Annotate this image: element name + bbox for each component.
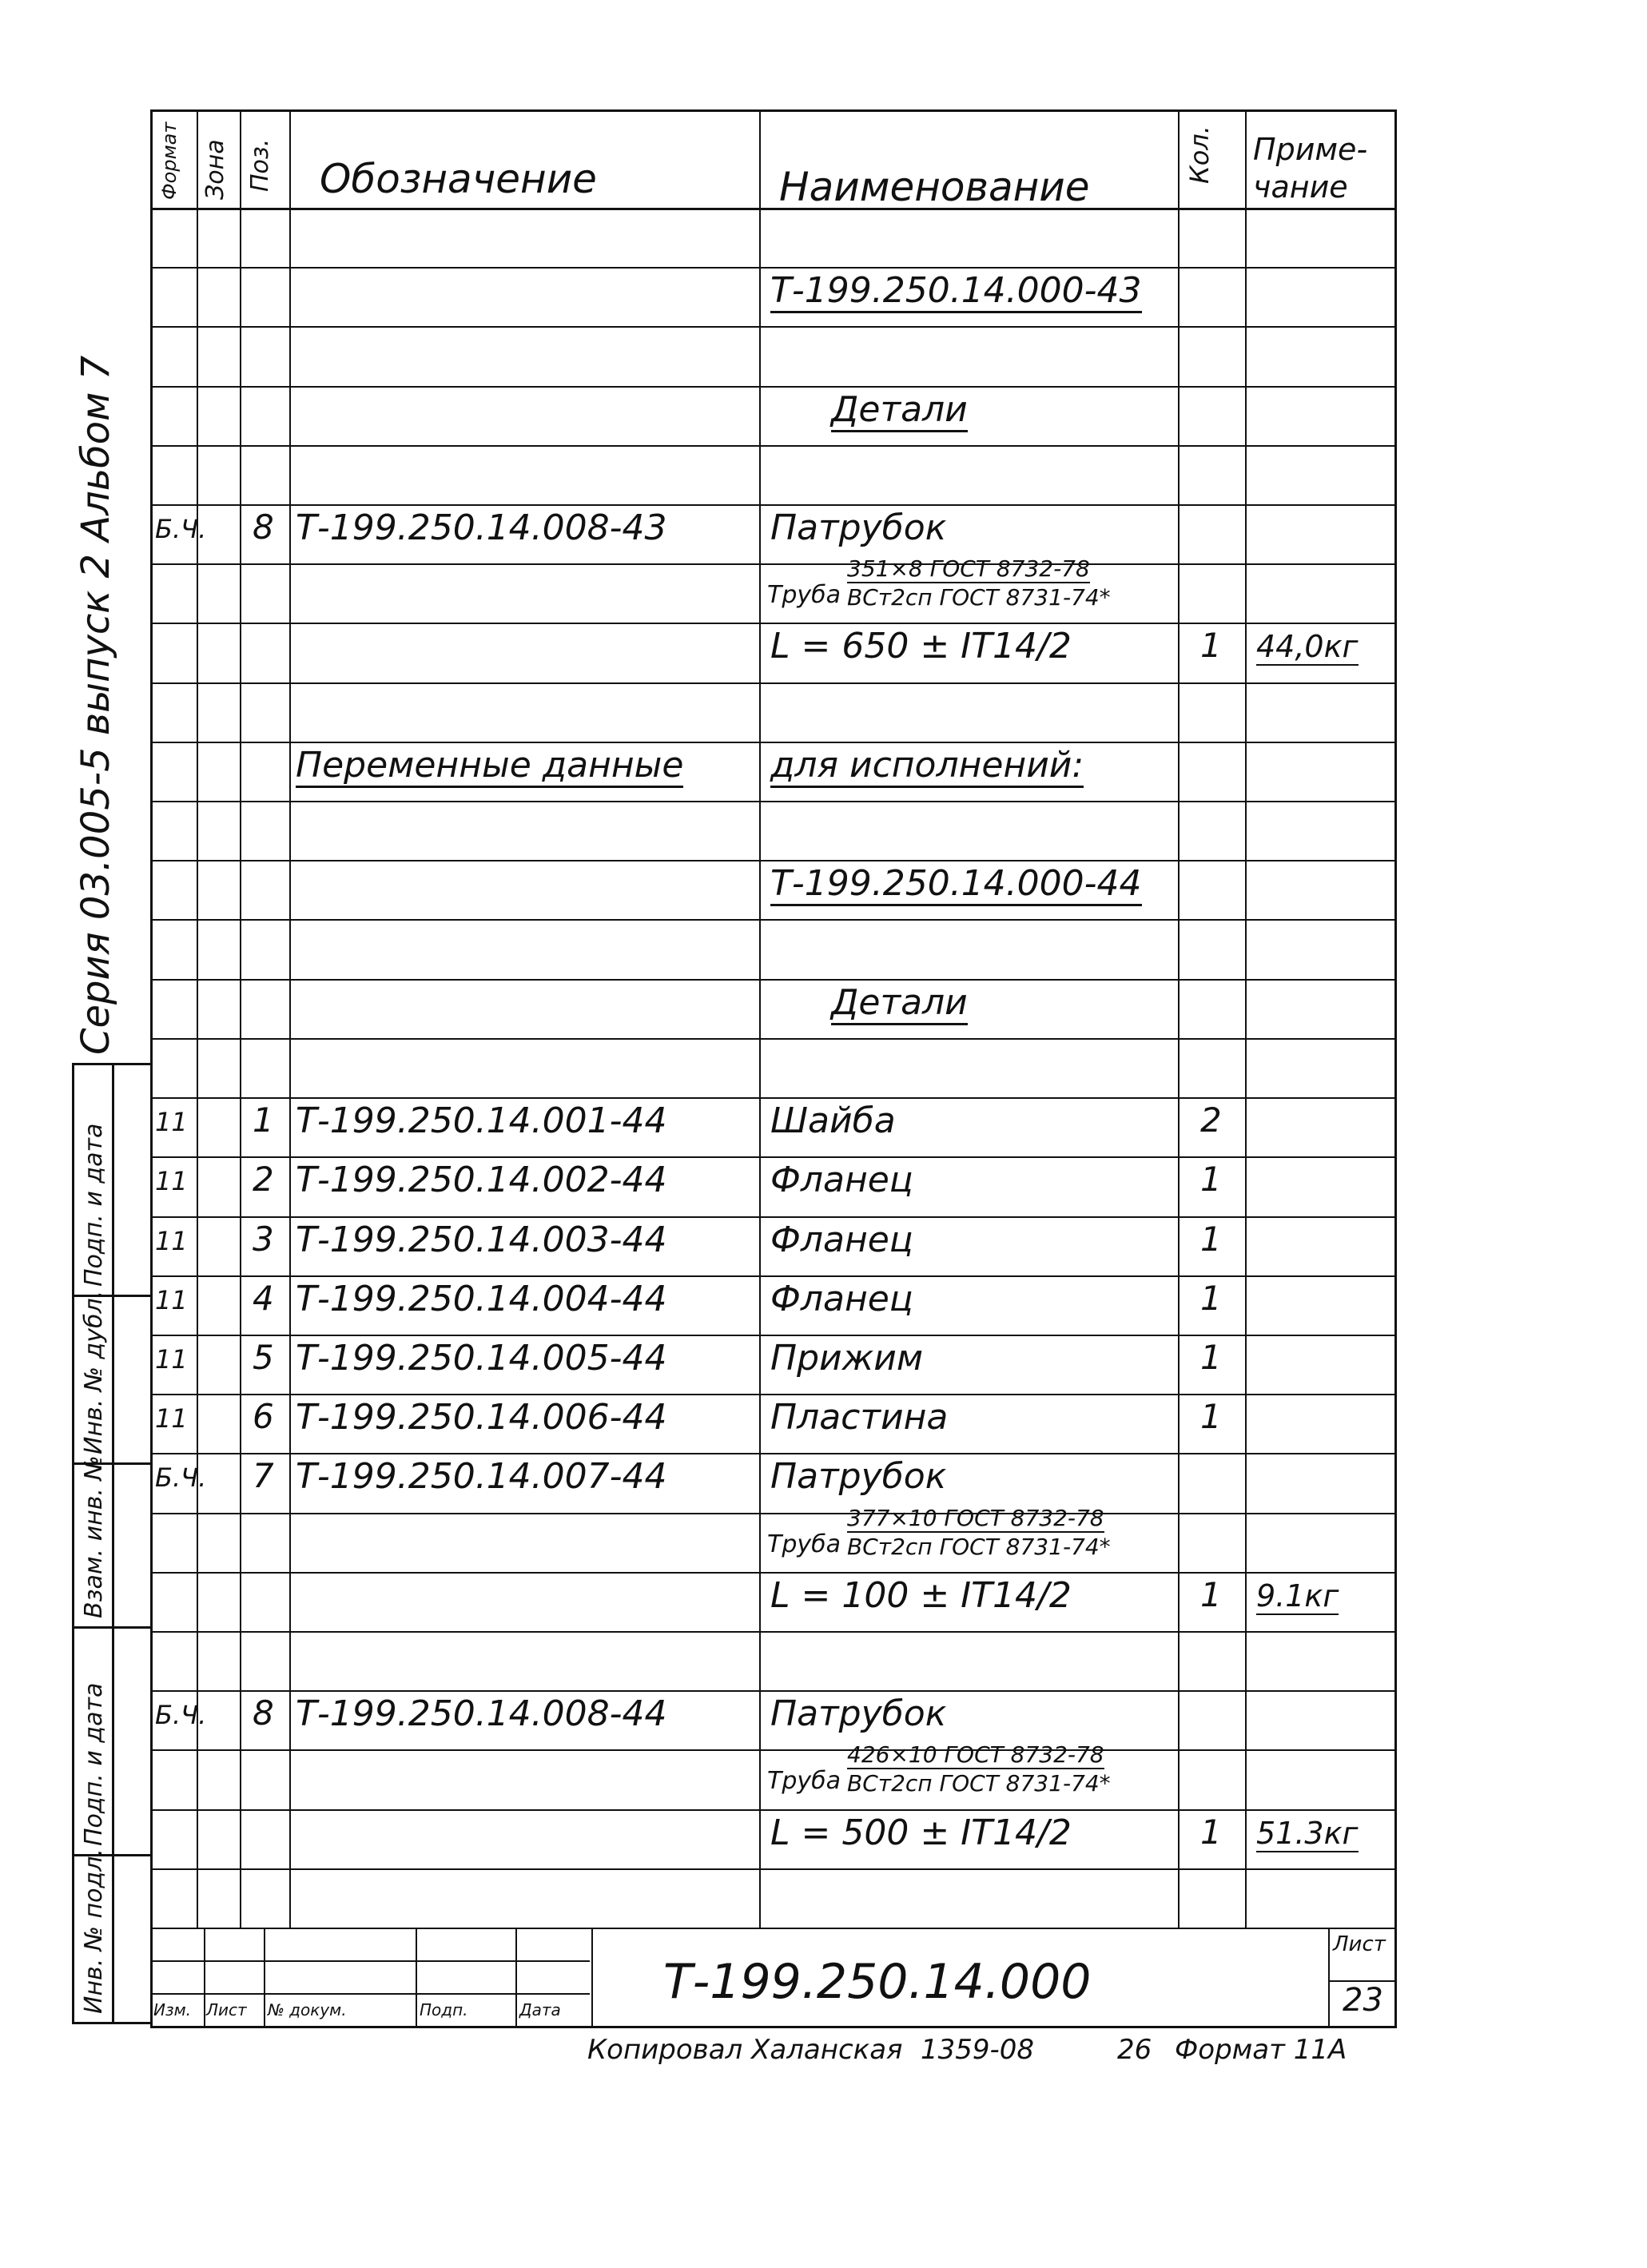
row-quantity: 1 — [1200, 1337, 1222, 1377]
row-format: Б.Ч. — [155, 514, 207, 545]
title-block-label: Подп. — [420, 2000, 468, 2019]
side-label: Инв. № дубл. — [80, 1290, 108, 1454]
row-line — [150, 1572, 1394, 1574]
row-name: Детали — [831, 982, 968, 1025]
row-position: 4 — [253, 1278, 274, 1318]
side-frame-divider — [72, 1626, 152, 1629]
row-line — [150, 1038, 1394, 1040]
side-frame-left — [72, 1063, 74, 2022]
row-position: 3 — [253, 1219, 274, 1259]
side-label: Инв. № подл. — [80, 1848, 108, 2014]
row-position: 2 — [253, 1160, 274, 1200]
row-designation: Т-199.250.14.002-44 — [296, 1160, 667, 1201]
column-line-1 — [240, 109, 241, 1928]
row-name: Т-199.250.14.000-44 — [770, 863, 1142, 906]
column-line-0 — [197, 109, 198, 1928]
row-format: Б.Ч. — [155, 1700, 207, 1731]
row-name: Детали — [831, 389, 968, 432]
title-block-label: Лист — [206, 2000, 247, 2019]
row-designation: Т-199.250.14.003-44 — [296, 1219, 667, 1260]
pipe-size: 377×10 ГОСТ 8732-78 — [847, 1504, 1104, 1531]
title-block-col — [591, 1928, 593, 2026]
row-line — [150, 919, 1394, 921]
row-line — [150, 326, 1394, 328]
row-format: 11 — [155, 1403, 188, 1434]
row-line — [150, 979, 1394, 981]
pipe-label: Труба — [767, 1767, 841, 1796]
row-name: Прижим — [770, 1337, 924, 1379]
row-line — [150, 386, 1394, 388]
row-name: Фланец — [770, 1160, 913, 1201]
column-line-4 — [1178, 109, 1180, 1928]
row-name: L = 500 ± IT14/2 — [770, 1812, 1072, 1853]
title-block-label: № докум. — [268, 2000, 347, 2019]
row-line — [150, 563, 1394, 565]
row-position: 1 — [253, 1100, 274, 1140]
side-label: Подп. и дата — [80, 1123, 108, 1287]
footer-copied: Копировал Халанская — [587, 2034, 903, 2066]
footer-order: 1359-08 — [921, 2034, 1035, 2066]
row-line — [150, 801, 1394, 802]
row-format: 11 — [155, 1166, 188, 1197]
row-name: Фланец — [770, 1219, 913, 1260]
row-designation: Т-199.250.14.008-44 — [296, 1693, 667, 1735]
row-line — [150, 1275, 1394, 1277]
row-name: Т-199.250.14.000-43 — [770, 270, 1142, 313]
row-line — [150, 742, 1394, 743]
title-block-row — [150, 1960, 590, 1962]
row-line — [150, 1868, 1394, 1870]
row-format: Б.Ч. — [155, 1462, 207, 1494]
header-zone: Зона — [201, 139, 229, 200]
row-format: 11 — [155, 1343, 188, 1375]
row-position: 5 — [253, 1337, 274, 1377]
title-block-col — [264, 1928, 265, 2026]
footer-format: Формат 11А — [1175, 2034, 1347, 2066]
row-quantity: 1 — [1200, 1812, 1222, 1852]
row-line — [150, 1690, 1394, 1692]
row-line — [150, 1156, 1394, 1158]
header-bottom — [150, 208, 1394, 210]
row-line — [150, 1513, 1394, 1514]
title-block-label: Дата — [519, 2000, 561, 2019]
frame-left — [150, 109, 153, 2026]
pipe-material: ВСт2сп ГОСТ 8731-74* — [847, 1770, 1111, 1797]
frame-bottom — [150, 2026, 1397, 2028]
column-line-5 — [1245, 109, 1247, 1928]
header-format: Формат — [158, 121, 181, 200]
footer-num: 26 — [1117, 2034, 1152, 2066]
sheet-label: Лист — [1333, 1932, 1386, 1956]
row-line — [150, 682, 1394, 684]
row-name: L = 650 ± IT14/2 — [770, 626, 1072, 667]
pipe-size: 351×8 ГОСТ 8732-78 — [847, 555, 1090, 583]
row-name: Шайба — [770, 1100, 896, 1142]
frame-right — [1394, 109, 1397, 2026]
row-name: L = 100 ± IT14/2 — [770, 1574, 1072, 1616]
side-label: Взам. инв. № — [80, 1455, 108, 1618]
row-note: 44,0кг — [1256, 629, 1359, 665]
header-pos: Поз. — [246, 138, 274, 192]
pipe-material: ВСт2сп ГОСТ 8731-74* — [847, 584, 1111, 611]
pipe-label: Труба — [767, 581, 841, 610]
row-position: 8 — [253, 1693, 274, 1733]
header-qty: Кол. — [1184, 125, 1215, 184]
row-designation: Т-199.250.14.006-44 — [296, 1397, 667, 1438]
row-format: 11 — [155, 1107, 188, 1138]
title-block-col — [204, 1928, 205, 2026]
row-line — [150, 1216, 1394, 1218]
header-name: Наименование — [779, 164, 1090, 210]
series-label: Серия 03.005-5 выпуск 2 Альбом 7 — [74, 355, 118, 1055]
row-quantity: 1 — [1200, 1160, 1222, 1200]
column-line-2 — [289, 109, 291, 1928]
header-note-2: чание — [1253, 169, 1348, 205]
row-position: 8 — [253, 507, 274, 547]
row-quantity: 1 — [1200, 1219, 1222, 1259]
row-name: Патрубок — [770, 507, 947, 549]
row-designation: Т-199.250.14.008-43 — [296, 507, 667, 549]
row-designation: Т-199.250.14.004-44 — [296, 1278, 667, 1319]
row-position: 6 — [253, 1397, 274, 1437]
pipe-label: Труба — [767, 1530, 841, 1558]
row-line — [150, 1394, 1394, 1395]
row-designation: Т-199.250.14.005-44 — [296, 1337, 667, 1379]
row-line — [150, 1097, 1394, 1099]
row-name: для исполнений: — [770, 745, 1084, 788]
row-position: 7 — [253, 1456, 274, 1496]
pipe-size: 426×10 ГОСТ 8732-78 — [847, 1741, 1104, 1769]
row-line — [150, 267, 1394, 269]
row-quantity: 1 — [1200, 626, 1222, 666]
title-block-label: Изм. — [153, 2000, 192, 2019]
row-quantity: 1 — [1200, 1574, 1222, 1614]
side-frame-divider — [72, 2022, 152, 2024]
row-quantity: 2 — [1200, 1100, 1222, 1140]
row-designation: Т-199.250.14.007-44 — [296, 1456, 667, 1498]
row-designation: Переменные данные — [296, 745, 683, 788]
row-name: Патрубок — [770, 1693, 947, 1735]
title-block-top — [150, 1928, 1394, 1929]
row-line — [150, 1453, 1394, 1454]
row-designation: Т-199.250.14.001-44 — [296, 1100, 667, 1142]
row-line — [150, 1749, 1394, 1751]
row-name: Фланец — [770, 1278, 913, 1319]
row-line — [150, 860, 1394, 861]
frame-top — [150, 109, 1397, 112]
pipe-material: ВСт2сп ГОСТ 8731-74* — [847, 1533, 1111, 1560]
header-note-1: Приме- — [1253, 132, 1368, 167]
title-block-col — [416, 1928, 417, 2026]
row-format: 11 — [155, 1284, 188, 1315]
header-designation: Обозначение — [320, 156, 597, 202]
row-line — [150, 445, 1394, 447]
sheet-number: 23 — [1343, 1982, 1383, 2019]
row-line — [150, 1809, 1394, 1811]
row-name: Пластина — [770, 1397, 949, 1438]
row-format: 11 — [155, 1225, 188, 1256]
sheet-col — [1328, 1928, 1330, 2026]
side-label: Подп. и дата — [80, 1682, 108, 1846]
row-name: Патрубок — [770, 1456, 947, 1498]
row-line — [150, 623, 1394, 624]
title-block-col — [515, 1928, 517, 2026]
row-note: 9.1кг — [1256, 1578, 1339, 1613]
row-line — [150, 1631, 1394, 1633]
title-block-row — [150, 1993, 590, 1995]
doc-number: Т-199.250.14.000 — [663, 1954, 1092, 2010]
side-frame-mid — [112, 1063, 114, 2022]
row-line — [150, 504, 1394, 506]
row-note: 51.3кг — [1256, 1815, 1359, 1851]
row-line — [150, 1335, 1394, 1336]
row-quantity: 1 — [1200, 1397, 1222, 1437]
column-line-3 — [759, 109, 761, 1928]
row-quantity: 1 — [1200, 1278, 1222, 1318]
